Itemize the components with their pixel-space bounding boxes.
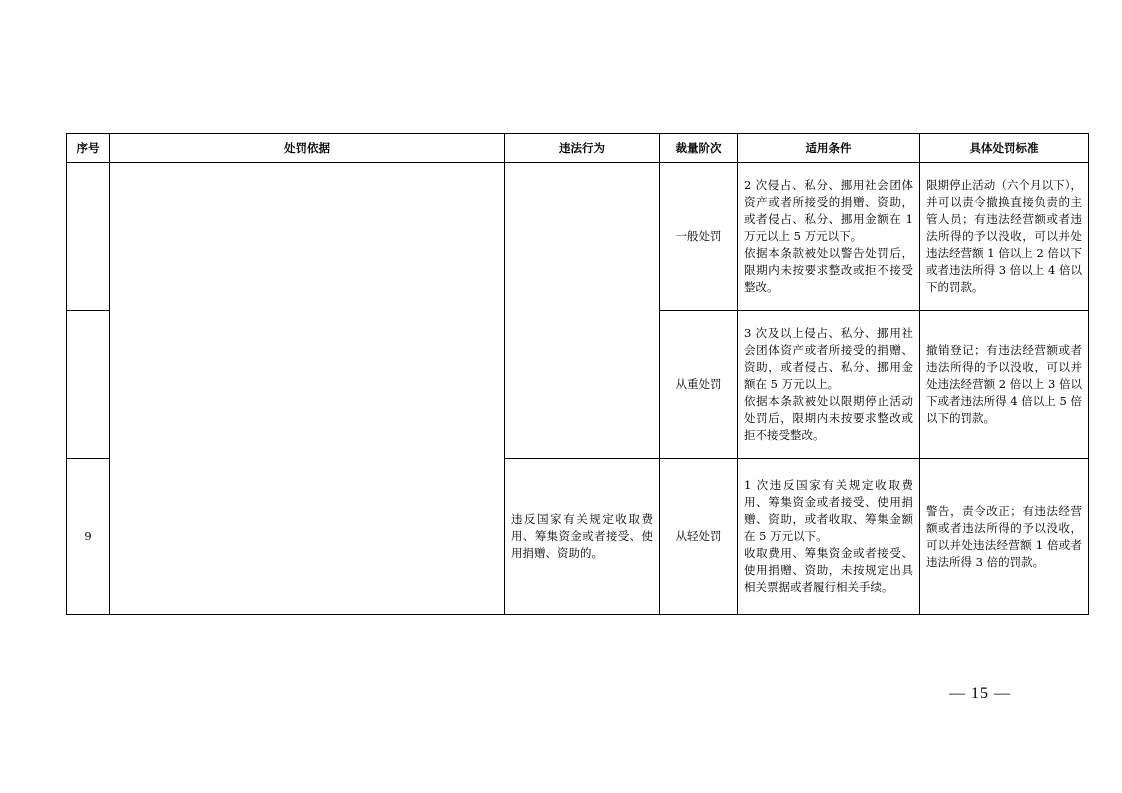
number-cell-continued (67, 163, 110, 311)
conditions-cell (738, 311, 920, 459)
penalty-standard-cell: 限期停止活动（六个月以下），并可以责令撤换直接负责的主管人员；有违法经营额或者违法所得的予以没收，可以并处违法经营额 1 倍以上 2 倍以下或者违法所得 3 倍以上 4 倍以下的罚款。 (920, 163, 1089, 311)
header-penalty-standard: 具体处罚标准 (920, 134, 1089, 163)
condition-text: 2 次侵占、私分、挪用社会团体资产或者所接受的捐赠、资助，或者侵占、私分、挪用金额在 1 万元以上 5 万元以下。 (744, 178, 913, 243)
discretion-level-cell: 从重处罚 (660, 311, 738, 459)
page-number: — 15 — (949, 685, 1011, 702)
condition-text: 1 次违反国家有关规定收取费用、筹集资金或者接受、使用捐赠、资助，或者收取、筹集金额在 5 万元以下。 (744, 478, 913, 543)
header-legal-basis: 处罚依据 (110, 134, 505, 163)
condition-text: 收取费用、筹集资金或者接受、使用捐赠、资助，未按规定出具相关票据或者履行相关手续。 (744, 546, 913, 594)
legal-basis-cell (110, 163, 505, 615)
violation-cell-continued (505, 163, 660, 459)
header-number: 序号 (67, 134, 110, 163)
condition-text: 依据本条款被处以限期停止活动处罚后，限期内未按要求整改或拒不接受整改。 (744, 394, 913, 442)
penalty-standard-cell: 撤销登记；有违法经营额或者违法所得的予以没收，可以并处违法经营额 2 倍以上 3 倍以下或者违法所得 4 倍以上 5 倍以下的罚款。 (920, 311, 1089, 459)
discretion-level-cell: 一般处罚 (660, 163, 738, 311)
table-row (67, 163, 1089, 311)
table-header-row (67, 134, 1089, 163)
number-cell: 9 (67, 459, 110, 615)
header-conditions: 适用条件 (738, 134, 920, 163)
number-cell-continued (67, 311, 110, 459)
header-discretion-level: 裁量阶次 (660, 134, 738, 163)
violation-cell: 违反国家有关规定收取费用、筹集资金或者接受、使用捐赠、资助的。 (505, 459, 660, 615)
discretion-level-cell: 从轻处罚 (660, 459, 738, 615)
condition-text: 依据本条款被处以警告处罚后，限期内未按要求整改或拒不接受整改。 (744, 246, 913, 294)
penalty-standards-table (66, 133, 1089, 615)
condition-text: 3 次及以上侵占、私分、挪用社会团体资产或者所接受的捐赠、资助，或者侵占、私分、挪用金额在 5 万元以上。 (744, 326, 913, 391)
header-violation: 违法行为 (505, 134, 660, 163)
conditions-cell (738, 163, 920, 311)
conditions-cell (738, 459, 920, 615)
penalty-standard-cell: 警告，责令改正；有违法经营额或者违法所得的予以没收，可以并处违法经营额 1 倍或者违法所得 3 倍的罚款。 (920, 459, 1089, 615)
